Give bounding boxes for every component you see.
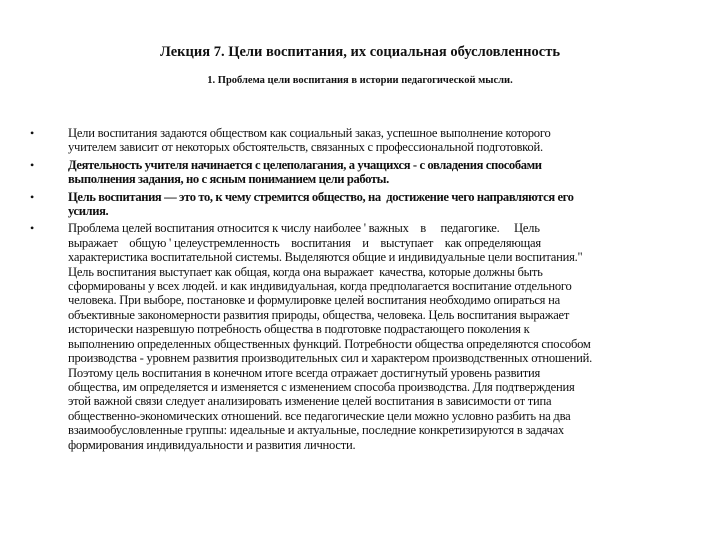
text-line: Поэтому цель воспитания в конечном итоге всегда отражает достигнутый уровень развития <box>68 365 541 380</box>
text-line: Цель воспитания — это то, к чему стремится общество, на достижение чего направляются его <box>68 189 574 204</box>
text-line: этой важной связи следует анализировать изменение целей воспитания в зависимости от типа <box>68 394 552 409</box>
text-line: человека. При выборе, постановке и формулировке целей воспитания необходимо опираться на <box>68 293 560 308</box>
bullet-icon: • <box>30 189 35 204</box>
text-line: учителем зависит от некоторых обстоятельств, связанных с профессиональной подготовкой. <box>68 140 543 155</box>
text-line: производства - уровнем развития производительных сил и характером производственных отношений. <box>68 351 593 366</box>
bullet-list <box>30 126 710 455</box>
text-line: объективные закономерности развития природы, общества, человека. Цель воспитания выражает <box>68 307 570 322</box>
text-line: сформированы у всех людей. и как индивидуальная, когда предполагается воспитание отдельного <box>68 279 572 294</box>
list-item <box>30 221 710 452</box>
text-line: выполнения задания, но с ясным пониманием цели работы. <box>68 172 389 187</box>
text-line: усилия. <box>68 204 109 219</box>
text-line: характеристика воспитательной системы. Выделяются общие и индивидуальные цели воспитания." <box>68 250 583 265</box>
text-line: Проблема целей воспитания относится к числу наиболее ' важных в педагогике. Цель <box>68 221 540 236</box>
text-line: взаимообусловленные группы: идеальные и актуальные, последние конкретизируются в задачах <box>68 423 564 438</box>
text-line: Цели воспитания задаются обществом как социальный заказ, успешное выполнение которого <box>68 126 551 140</box>
section-subtitle: 1. Проблема цели воспитания в истории педагогической мысли. <box>207 75 513 86</box>
page-title: Лекция 7. Цели воспитания, их социальная обусловленность <box>160 44 560 60</box>
text-line: формирования индивидуальности и развития личности. <box>68 437 356 452</box>
text-line: Деятельность учителя начинается с целеполагания, а учащихся - с овладения способами <box>68 157 542 172</box>
list-item <box>30 190 710 219</box>
text-line: выражает общую ' целеустремленность воспитания и выступает как определяющая <box>68 235 541 250</box>
list-item <box>30 158 710 187</box>
bullet-icon: • <box>30 157 35 172</box>
bullet-icon: • <box>30 221 35 236</box>
text-line: Цель воспитания выступает как общая, когда она выражает качества, которые должны быть <box>68 264 543 279</box>
text-line: исторически назревшую потребность общества в подготовке подрастающего поколения к <box>68 322 530 337</box>
text-line: общественно-экономических отношений. все педагогические цели можно условно разбить на два <box>68 408 571 423</box>
text-line: общества, им определяется и изменяется с изменением способа производства. Для подтверждения <box>68 379 575 394</box>
bullet-icon: • <box>30 126 35 140</box>
list-item <box>30 126 710 155</box>
text-line: выполнению определенных общественных функций. Потребности общества определяются способом <box>68 336 591 351</box>
